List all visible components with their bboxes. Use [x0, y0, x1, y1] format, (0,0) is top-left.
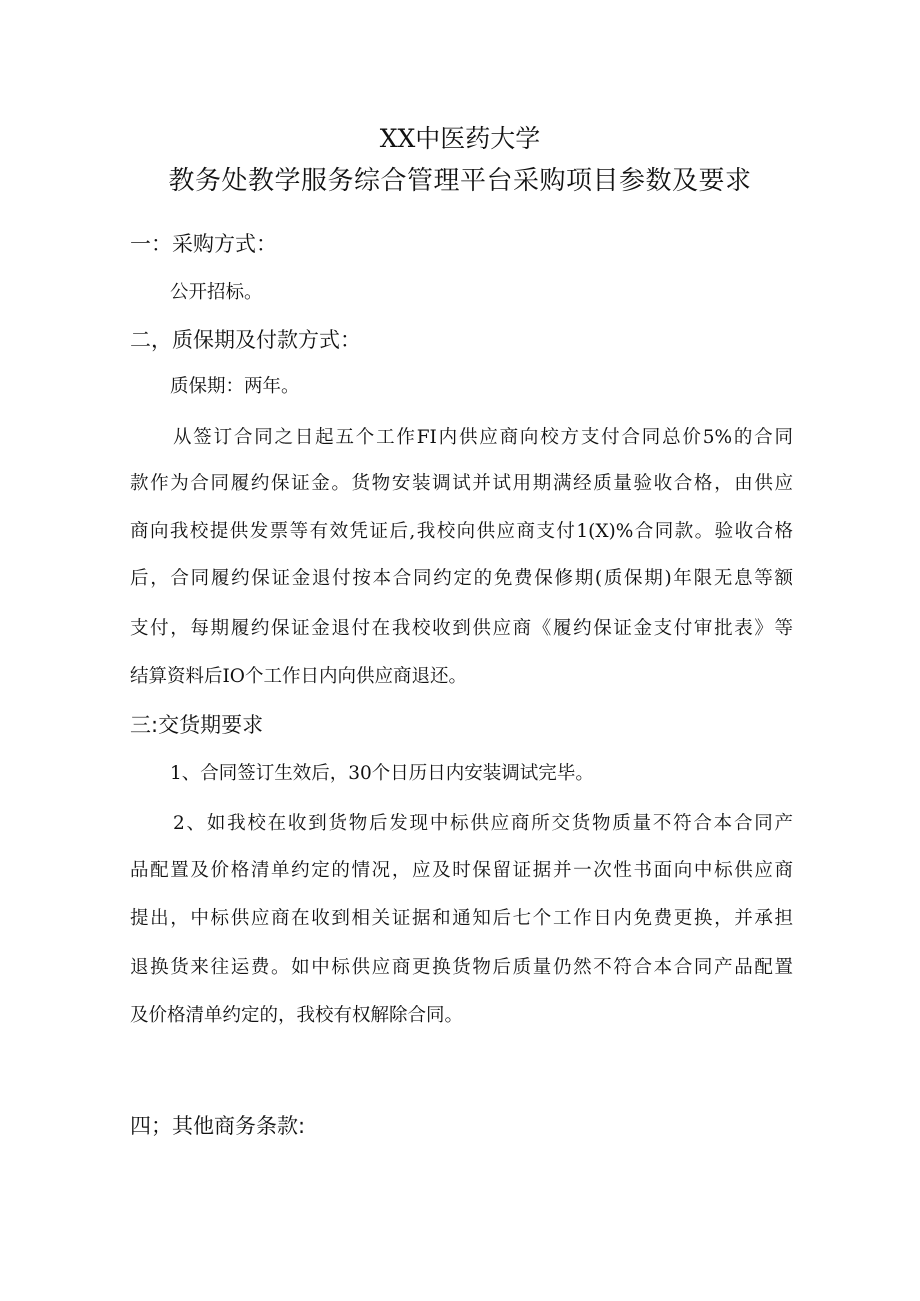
- paragraph-line: 质保期：两年。: [170, 376, 300, 397]
- paragraph-line: 及价格清单约定的，我校有权解除合同。: [130, 1005, 464, 1026]
- paragraph-line: 支付，每期履约保证金退付在我校收到供应商《履约保证金支付审批表》等: [130, 618, 793, 639]
- paragraph-line: 2、如我校在收到货物后发现中标供应商所交货物质量不符合本合同产: [173, 813, 793, 834]
- section-heading-procurement-method: 一：采购方式：: [130, 232, 277, 256]
- document-title-line1: XX中医药大学: [379, 124, 541, 153]
- paragraph-line: 退换货来往运费。如中标供应商更换货物后质量仍然不符合本合同产品配置: [130, 957, 793, 978]
- paragraph-line: 公开招标。: [170, 282, 263, 303]
- paragraph-line: 结算资料后IO个工作日内向供应商退还。: [130, 666, 467, 687]
- paragraph-line: 从签订合同之日起五个工作FI内供应商向校方支付合同总价5%的合同: [173, 427, 793, 448]
- paragraph-line: 款作为合同履约保证金。货物安装调试并试用期满经质量验收合格，由供应: [130, 473, 793, 494]
- paragraph-line: 品配置及价格清单约定的情况，应及时保留证据并一次性书面向中标供应商: [130, 860, 793, 881]
- document-title-line2: 教务处教学服务综合管理平台采购项目参数及要求: [168, 166, 752, 196]
- paragraph-line: 后，合同履约保证金退付按本合同约定的免费保修期(质保期)年限无息等额: [130, 568, 793, 589]
- section-heading-other-terms: 四；其他商务条款:: [130, 1114, 306, 1138]
- paragraph-line: 提出，中标供应商在收到相关证据和通知后七个工作日内免费更换，并承担: [130, 908, 793, 929]
- paragraph-line: 商向我校提供发票等有效凭证后,我校向供应商支付1(X)%合同款。验收合格: [130, 521, 793, 542]
- paragraph-line: 1、合同签订生效后，30个日历日内安装调试完毕。: [170, 763, 594, 784]
- section-heading-delivery: 三:交货期要求: [130, 713, 264, 737]
- section-heading-warranty-payment: 二，质保期及付款方式：: [130, 328, 361, 352]
